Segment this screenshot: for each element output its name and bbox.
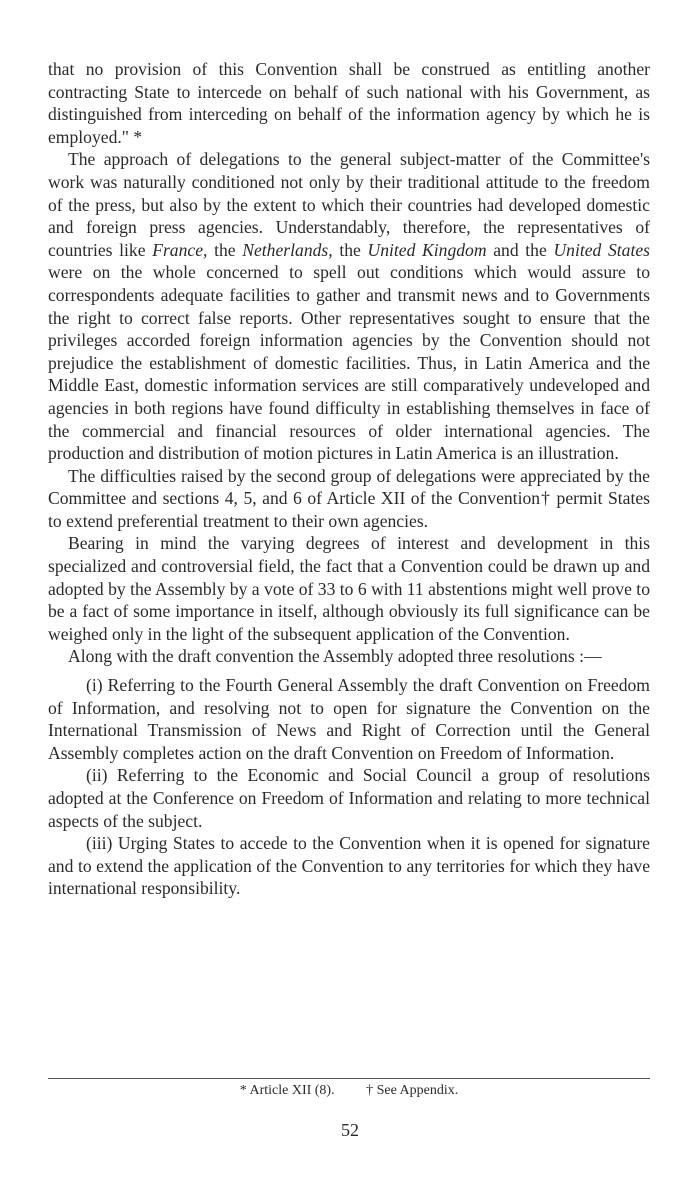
country-netherlands: Netherlands, — [242, 239, 333, 260]
resolution-i: (i) Referring to the Fourth General Assembly the draft Convention on Freedom of Information, and resolving not to open for signature the Convention on the International Transmission of News and Right of Correction until the General Assembly completes action on the draft Convention on Freedom of Information. — [48, 675, 650, 763]
country-united-kingdom: United Kingdom — [367, 239, 487, 260]
paragraph-text: the — [332, 239, 368, 260]
paragraph-text: were on the whole concerned to spell out conditions which would assure to correspondents adequate facilities to gather and transmit news and to Governments the right to correct false reports. Other representatives sought to ensure that the privileges accorded foreign information agencies by the Convention should not prejudice the establishment of domestic facilities. Thus, in Latin America and the Middle East, domestic information services are still comparatively undeveloped and agencies in both regions have found difficulty in establishing themselves in face of the commercial and financial resources of older international agencies. The production and distribution of motion pictures in Latin America is an illustration. — [48, 262, 650, 464]
footnote-article: * Article XII (8). — [239, 1083, 335, 1098]
paragraph-continued: that no provision of this Convention shall be construed as entitling another contracting State to intercede on behalf of such national with his Government, as distinguished from interceding on behalf of the information agency by which he is employed." * — [48, 59, 650, 147]
footnote-divider — [48, 1078, 650, 1079]
paragraph-text: the — [207, 239, 243, 260]
paragraph-bearing-in-mind: Bearing in mind the varying degrees of interest and development in this specialized and controversial field, the fact that a Convention could be drawn up and adopted by the Assembly by a vote of 33 to 6 with 11 abstentions might well prove to be a fact of some importance in itself, although obviously its full significance can be weighed only in the light of the subsequent application of the Convention. — [48, 533, 650, 644]
footnote-appendix: † See Appendix. — [366, 1083, 459, 1098]
paragraph-delegations-approach — [48, 148, 650, 464]
page-number: 52 — [341, 1120, 359, 1140]
paragraph-text: and the — [486, 239, 554, 260]
paragraph-difficulties: The difficulties raised by the second group of delegations were appreciated by the Committee and sections 4, 5, and 6 of Article XII of the Convention† permit States to extend preferential treatment to their own agencies. — [48, 465, 650, 531]
page-body — [48, 58, 650, 900]
paragraph-text: The approach of delegations to the general subject-matter of the Committee's work was naturally conditioned not only by their traditional attitude to the freedom of the press, but also by the extent to which their countries had developed domestic and foreign press agencies. Understandably, therefore, the representatives of countries like — [48, 149, 650, 260]
paragraph-resolutions-intro: Along with the draft convention the Assembly adopted three resolutions :— — [68, 646, 602, 667]
resolution-iii: (iii) Urging States to accede to the Convention when it is opened for signature and to extend the application of the Convention to any territories for which they have international responsibility. — [48, 833, 650, 899]
resolution-ii: (ii) Referring to the Economic and Social Council a group of resolutions adopted at the Conference on Freedom of Information and relating to more technical aspects of the subject. — [48, 765, 650, 831]
footnotes — [48, 1082, 650, 1100]
country-france: France, — [152, 239, 208, 260]
country-united-states: United States — [553, 239, 651, 260]
